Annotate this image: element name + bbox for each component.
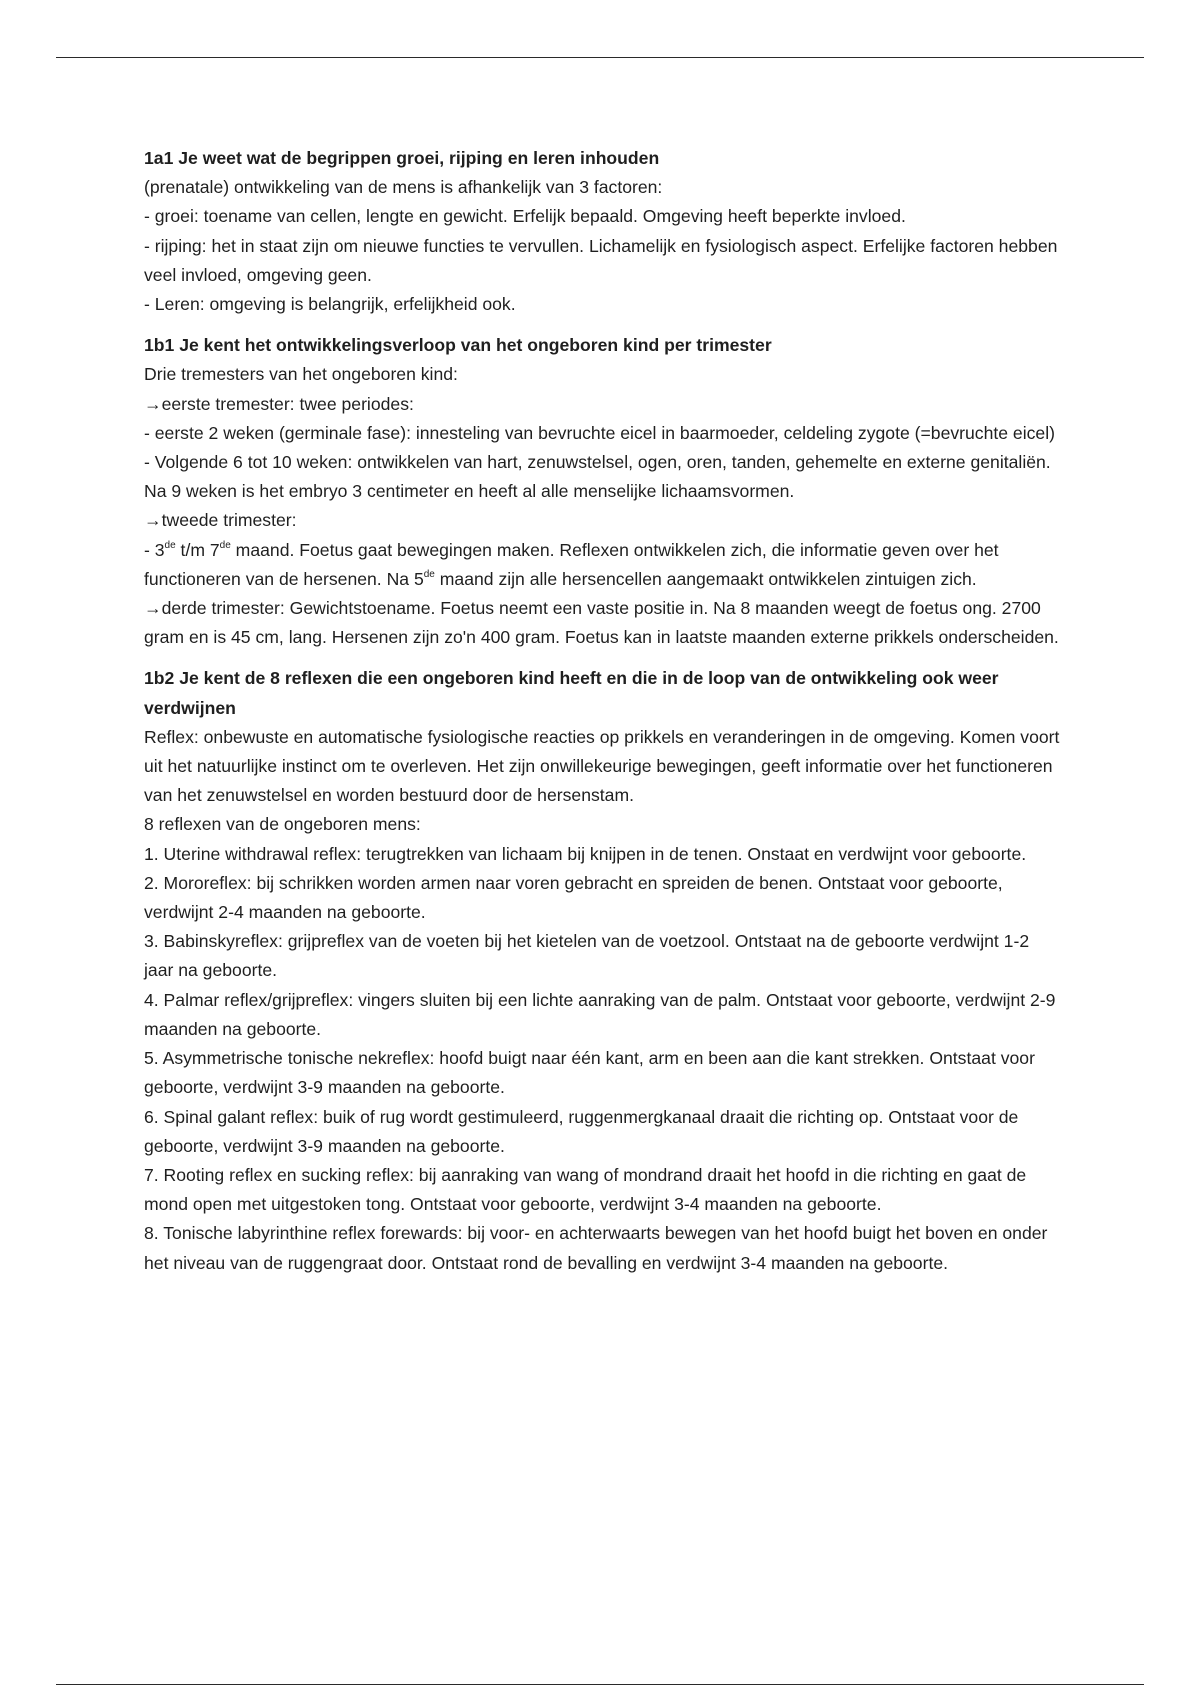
arrow-icon: → — [144, 510, 162, 531]
paragraph: Drie tremesters van het ongeboren kind: — [144, 364, 458, 385]
text-run: t/m 7 — [175, 539, 220, 560]
list-item: 6. Spinal galant reflex: buik of rug wordt gestimuleerd, ruggenmergkanaal draait die richting op. Ontstaat voor de geboorte, verdwijnt 3-9 maanden na geboorte. — [144, 1106, 1019, 1156]
text-run: maand. Foetus gaat bewegingen maken. Reflexen ontwikkelen zich, die informatie geven over het functioneren van de hersenen. Na 5 — [144, 539, 999, 589]
list-item: 1. Uterine withdrawal reflex: terugtrekken van lichaam bij knijpen in de tenen. Onstaat en verdwijnt voor geboorte. — [144, 843, 1027, 864]
paragraph: (prenatale) ontwikkeling van de mens is afhankelijk van 3 factoren: — [144, 177, 663, 198]
paragraph-text: tweede trimester: — [161, 510, 297, 531]
paragraph: 8 reflexen van de ongeboren mens: — [144, 814, 421, 835]
paragraph — [144, 390, 1060, 419]
paragraph-second-trimester — [144, 536, 1060, 594]
section-1b1 — [144, 331, 1060, 652]
list-item: 5. Asymmetrische tonische nekreflex: hoofd buigt naar één kant, arm en been aan die kant strekken. Ontstaat voor geboorte, verdwijnt 3-9 maanden na geboorte. — [144, 1048, 1035, 1098]
superscript: de — [423, 568, 435, 580]
header-rule — [56, 57, 1144, 58]
list-item: 7. Rooting reflex en sucking reflex: bij aanraking van wang of mondrand draait het hoofd in die richting en gaat de mond open met uitgestoken tong. Ontstaat voor geboorte, verdwijnt 3-4 maanden na geboorte. — [144, 1164, 1027, 1215]
list-item: 4. Palmar reflex/grijpreflex: vingers sluiten bij een lichte aanraking van de palm. Ontstaat voor geboorte, verdwijnt 2-9 maanden na geboorte. — [144, 989, 1056, 1039]
paragraph — [144, 506, 1060, 535]
text-run: maand zijn alle hersencellen aangemaakt ontwikkelen zintuigen zich. — [434, 568, 977, 589]
paragraph: - eerste 2 weken (germinale fase): innesteling van bevruchte eicel in baarmoeder, celdeling zygote (=bevruchte eicel) — [144, 422, 1055, 443]
paragraph: - Volgende 6 tot 10 weken: ontwikkelen van hart, zenuwstelsel, ogen, oren, tanden, gehemelte en externe genitaliën. Na 9 weken is het embryo 3 centimeter en heeft al alle menselijke lichaamsvormen. — [144, 452, 1051, 502]
paragraph-text: derde trimester: Gewichtstoename. Foetus neemt een vaste positie in. Na 8 maanden weegt de foetus ong. 2700 gram en is 45 cm, lang. Hersenen zijn zo'n 400 gram. Foetus kan in laatste maanden externe prikkels onderscheiden. — [144, 598, 1059, 648]
section-heading: 1b1 Je kent het ontwikkelingsverloop van het ongeboren kind per trimester — [144, 335, 772, 356]
arrow-icon: → — [144, 393, 162, 414]
section-heading: 1b2 Je kent de 8 reflexen die een ongeboren kind heeft en die in de loop van de ontwikkeling ook weer verdwijnen — [144, 668, 999, 718]
document-body — [144, 144, 1060, 1290]
paragraph-text: eerste tremester: twee periodes: — [161, 393, 414, 414]
list-item: 8. Tonische labyrinthine reflex forewards: bij voor- en achterwaarts bewegen van het hoofd buigt het boven en onder het niveau van de ruggengraat door. Ontstaat rond de bevalling en verdwijnt 3-4 maanden na geboorte. — [144, 1223, 1048, 1273]
text-run: - 3 — [144, 539, 165, 560]
section-1b2 — [144, 664, 1060, 1277]
paragraph — [144, 594, 1060, 652]
paragraph: Reflex: onbewuste en automatische fysiologische reacties op prikkels en veranderingen in de omgeving. Komen voort uit het natuurlijke instinct om te overleven. Het zijn onwillekeurige bewegingen, geeft informatie over het functioneren van het zenuwstelsel en worden bestuurd door de hersenstam. — [144, 726, 1060, 806]
paragraph: - rijping: het in staat zijn om nieuwe functies te vervullen. Lichamelijk en fysiologisch aspect. Erfelijke factoren hebben veel invloed, omgeving geen. — [144, 235, 1058, 285]
superscript: de — [164, 539, 176, 551]
paragraph: - groei: toename van cellen, lengte en gewicht. Erfelijk bepaald. Omgeving heeft beperkte invloed. — [144, 206, 906, 227]
superscript: de — [219, 539, 231, 551]
arrow-icon: → — [144, 598, 162, 619]
section-heading: 1a1 Je weet wat de begrippen groei, rijping en leren inhouden — [144, 148, 660, 168]
footer-rule — [56, 1684, 1144, 1685]
paragraph: - Leren: omgeving is belangrijk, erfelijkheid ook. — [144, 294, 516, 315]
list-item: 3. Babinskyreflex: grijpreflex van de voeten bij het kietelen van de voetzool. Ontstaat na de geboorte verdwijnt 1-2 jaar na geboorte. — [144, 931, 1030, 981]
list-item: 2. Mororeflex: bij schrikken worden armen naar voren gebracht en spreiden de benen. Ontstaat voor geboorte, verdwijnt 2-4 maanden na geboorte. — [144, 872, 1003, 923]
section-1a1 — [144, 144, 1060, 319]
